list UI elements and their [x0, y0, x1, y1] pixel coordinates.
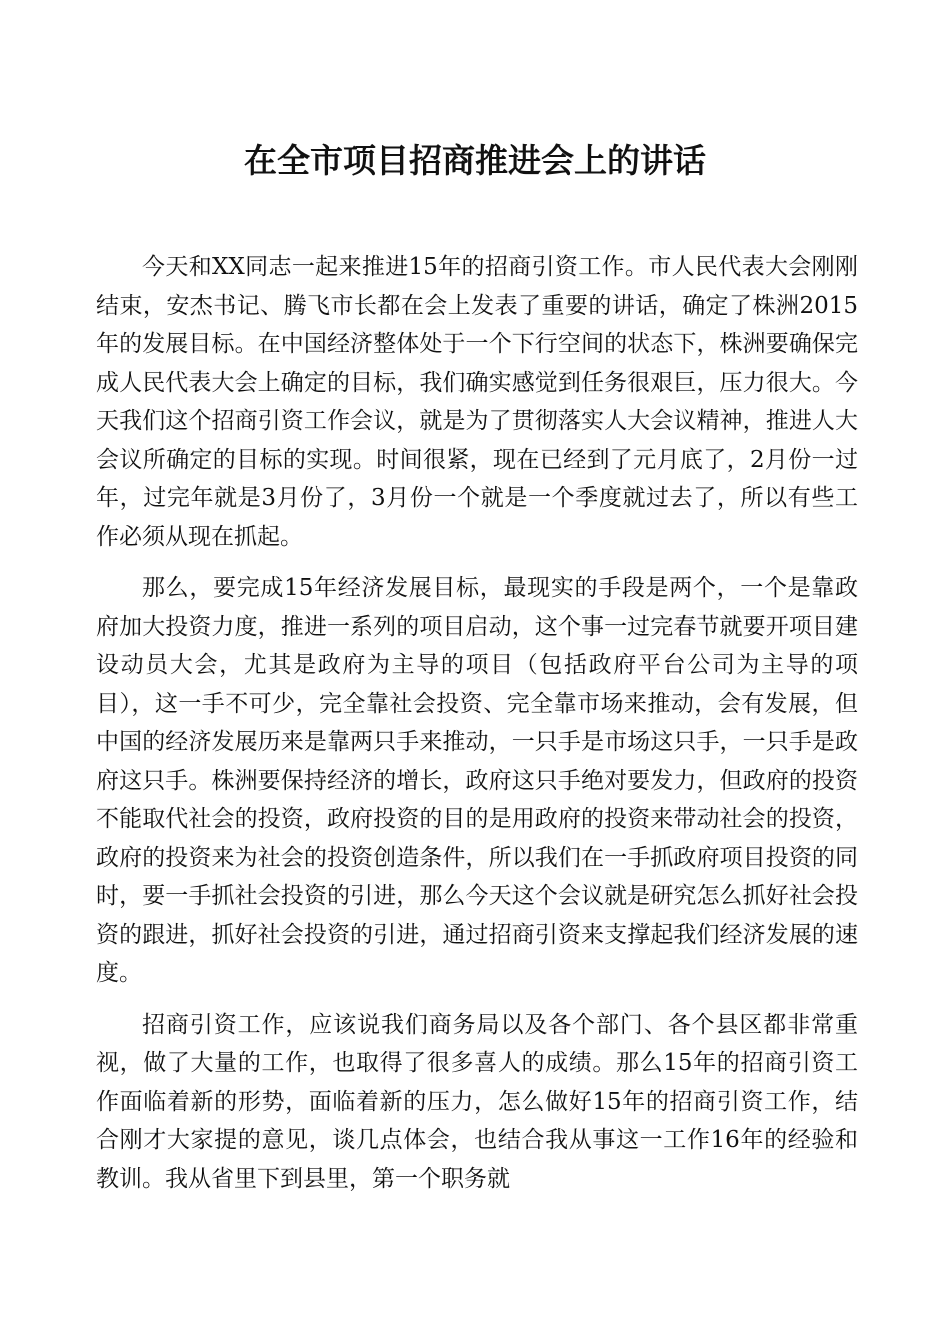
- paragraph-2: 那么，要完成15年经济发展目标，最现实的手段是两个，一个是靠政府加大投资力度，推进一系列的项目启动，这个事一过完春节就要开项目建设动员大会，尤其是政府为主导的项目（包括政府平台公司为主导的项目），这一手不可少，完全靠社会投资、完全靠市场来推动，会有发展，但中国的经济发展历来是靠两只手来推动，一只手是市场这只手，一只手是政府这只手。株洲要保持经济的增长，政府这只手绝对要发力，但政府的投资不能取代社会的投资，政府投资的目的是用政府的投资来带动社会的投资，政府的投资来为社会的投资创造条件，所以我们在一手抓政府项目投资的同时，要一手抓社会投资的引进，那么今天这个会议就是研究怎么抓好社会投资的跟进，抓好社会投资的引进，通过招商引资来支撑起我们经济发展的速度。: [96, 575, 858, 986]
- document-body: [96, 248, 858, 1211]
- paragraph-3: 招商引资工作，应该说我们商务局以及各个部门、各个县区都非常重视，做了大量的工作，也取得了很多喜人的成绩。那么15年的招商引资工作面临着新的形势，面临着新的压力，怎么做好15年的招商引资工作，结合刚才大家提的意见，谈几点体会，也结合我从事这一工作16年的经验和教训。我从省里下到县里，第一个职务就: [96, 1011, 858, 1192]
- paragraph-1: 今天和XX同志一起来推进15年的招商引资工作。市人民代表大会刚刚结束，安杰书记、腾飞市长都在会上发表了重要的讲话，确定了株洲2015年的发展目标。在中国经济整体处于一个下行空间的状态下，株洲要确保完成人民代表大会上确定的目标，我们确实感觉到任务很艰巨，压力很大。今天我们这个招商引资工作会议，就是为了贯彻落实人大会议精神，推进人大会议所确定的目标的实现。时间很紧，现在已经到了元月底了，2月份一过年，过完年就是3月份了，3月份一个就是一个季度就过去了，所以有些工作必须从现在抓起。: [96, 254, 858, 550]
- document-title: 在全市项目招商推进会上的讲话: [244, 141, 706, 180]
